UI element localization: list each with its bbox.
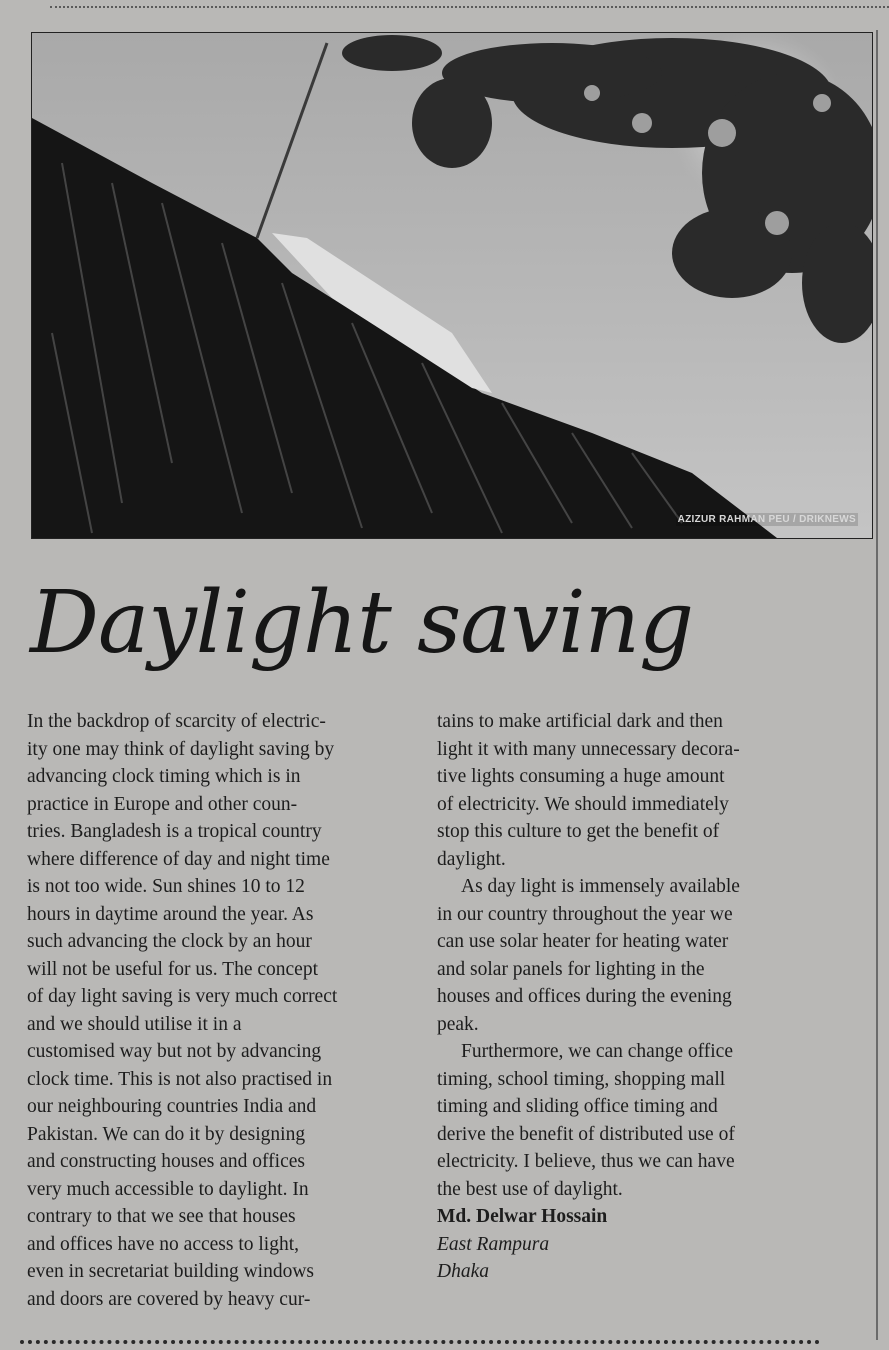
- text-line: Pakistan. We can do it by designing: [27, 1123, 306, 1145]
- signature-name: Md. Delwar Hossain: [437, 1206, 608, 1227]
- right-column-rule: [876, 30, 878, 1340]
- left-paragraph: [27, 708, 412, 1313]
- text-line: In the backdrop of scarcity of electric-: [27, 711, 326, 732]
- text-line: electricity. I believe, thus we can have: [437, 1151, 735, 1172]
- text-line: and offices have no access to light,: [27, 1233, 300, 1255]
- text-line: timing and sliding office timing and: [437, 1096, 718, 1117]
- text-line: light it with many unnecessary decora-: [437, 738, 740, 760]
- signature-city: Dhaka: [437, 1261, 489, 1282]
- text-line: advancing clock timing which is in: [27, 766, 301, 787]
- photo-thatched-roof-and-sun: [32, 33, 872, 538]
- text-line: of electricity. We should immediately: [437, 793, 729, 815]
- text-line: even in secretariat building windows: [27, 1261, 315, 1282]
- text-line: our neighbouring countries India and: [27, 1096, 317, 1117]
- text-line: and doors are covered by heavy cur-: [27, 1288, 311, 1310]
- text-line: customised way but not by advancing: [27, 1041, 322, 1062]
- text-line: As day light is immensely available: [461, 876, 740, 897]
- text-line: Furthermore, we can change office: [461, 1041, 733, 1062]
- signature-block: [437, 1203, 817, 1286]
- text-line: ity one may think of daylight saving by: [27, 738, 335, 760]
- text-line: of day light saving is very much correct: [27, 986, 338, 1007]
- left-column: [27, 708, 412, 1313]
- text-line: timing, school timing, shopping mall: [437, 1068, 726, 1090]
- text-line: stop this culture to get the benefit of: [437, 821, 720, 842]
- photo-credit: AZIZUR RAHMAN PEU / DRIKNEWS: [677, 514, 856, 525]
- text-line: and constructing houses and offices: [27, 1151, 305, 1172]
- text-line: contrary to that we see that houses: [27, 1206, 296, 1227]
- bottom-dotted-rule: [20, 1340, 820, 1344]
- text-line: very much accessible to daylight. In: [27, 1178, 309, 1200]
- right-paragraph-2: [437, 873, 817, 1038]
- text-line: tries. Bangladesh is a tropical country: [27, 821, 322, 842]
- text-line: derive the benefit of distributed use of: [437, 1123, 735, 1145]
- headline: Daylight saving: [30, 573, 694, 673]
- right-paragraph-1: [437, 708, 817, 873]
- text-line: the best use of daylight.: [437, 1178, 623, 1200]
- text-line: such advancing the clock by an hour: [27, 931, 312, 952]
- top-dotted-rule: [50, 6, 889, 8]
- text-line: in our country throughout the year we: [437, 903, 733, 925]
- text-line: houses and offices during the evening: [437, 986, 732, 1007]
- text-line: will not be useful for us. The concept: [27, 958, 318, 980]
- text-line: tains to make artificial dark and then: [437, 711, 723, 732]
- text-line: is not too wide. Sun shines 10 to 12: [27, 876, 305, 897]
- text-line: tive lights consuming a huge amount: [437, 766, 725, 787]
- text-line: can use solar heater for heating water: [437, 931, 729, 952]
- right-paragraph-3: [437, 1038, 817, 1203]
- text-line: and solar panels for lighting in the: [437, 958, 705, 980]
- signature-area: East Rampura: [437, 1233, 550, 1255]
- text-line: practice in Europe and other coun-: [27, 793, 298, 815]
- text-line: peak.: [437, 1013, 479, 1035]
- text-line: where difference of day and night time: [27, 848, 330, 870]
- text-line: clock time. This is not also practised in: [27, 1068, 333, 1090]
- text-line: hours in daytime around the year. As: [27, 903, 314, 925]
- text-line: daylight.: [437, 848, 506, 870]
- right-column: [437, 708, 817, 1286]
- article-photo: [31, 32, 873, 539]
- text-line: and we should utilise it in a: [27, 1013, 242, 1035]
